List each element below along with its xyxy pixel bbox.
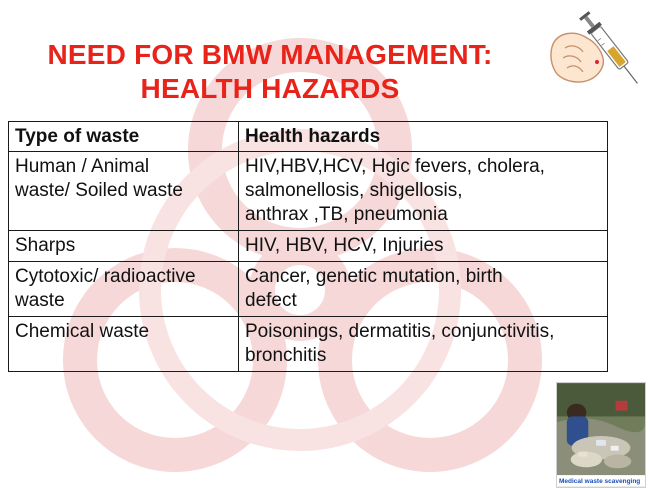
cell-line: Cancer, genetic mutation, birth xyxy=(245,266,503,287)
hazards-cell xyxy=(239,262,608,317)
table-row xyxy=(9,231,608,262)
cell-line: waste/ Soiled waste xyxy=(15,180,183,201)
waste-type-cell xyxy=(9,262,239,317)
cell-line: Chemical waste xyxy=(15,321,150,342)
cell-line: bronchitis xyxy=(245,345,327,366)
hazards-cell xyxy=(239,231,608,262)
cell-line: salmonellosis, shigellosis, xyxy=(245,180,463,201)
cell-line: HIV, HBV, HCV, Injuries xyxy=(245,235,444,256)
table-header-row xyxy=(9,122,608,152)
table-row xyxy=(9,152,608,231)
cell-line: waste xyxy=(15,290,65,311)
cell-line: Poisonings, dermatitis, conjunctivitis, xyxy=(245,321,555,342)
table-row xyxy=(9,317,608,372)
hazards-cell xyxy=(239,317,608,372)
waste-type-cell xyxy=(9,317,239,372)
health-hazards-table xyxy=(8,121,608,372)
cell-line: defect xyxy=(245,290,297,311)
page-title xyxy=(0,38,540,106)
hazards-cell xyxy=(239,152,608,231)
waste-type-cell xyxy=(9,152,239,231)
cell-line: Human / Animal xyxy=(15,156,150,177)
title-line-1: NEED FOR BMW MANAGEMENT: xyxy=(47,39,493,70)
hand-syringe-icon xyxy=(545,0,650,92)
header-type-of-waste: Type of waste xyxy=(9,122,239,152)
cell-line: Sharps xyxy=(15,235,76,256)
cell-line: HIV,HBV,HCV, Hgic fevers, cholera, xyxy=(245,156,545,177)
table-row xyxy=(9,262,608,317)
header-health-hazards: Health hazards xyxy=(239,122,608,152)
waste-type-cell xyxy=(9,231,239,262)
waste-scavenging-photo xyxy=(556,382,646,488)
cell-line: Cytotoxic/ radioactive xyxy=(15,266,196,287)
cell-line: anthrax ,TB, pneumonia xyxy=(245,204,448,225)
photo-caption: Medical waste scavenging xyxy=(559,478,641,485)
title-line-2: HEALTH HAZARDS xyxy=(140,73,400,104)
